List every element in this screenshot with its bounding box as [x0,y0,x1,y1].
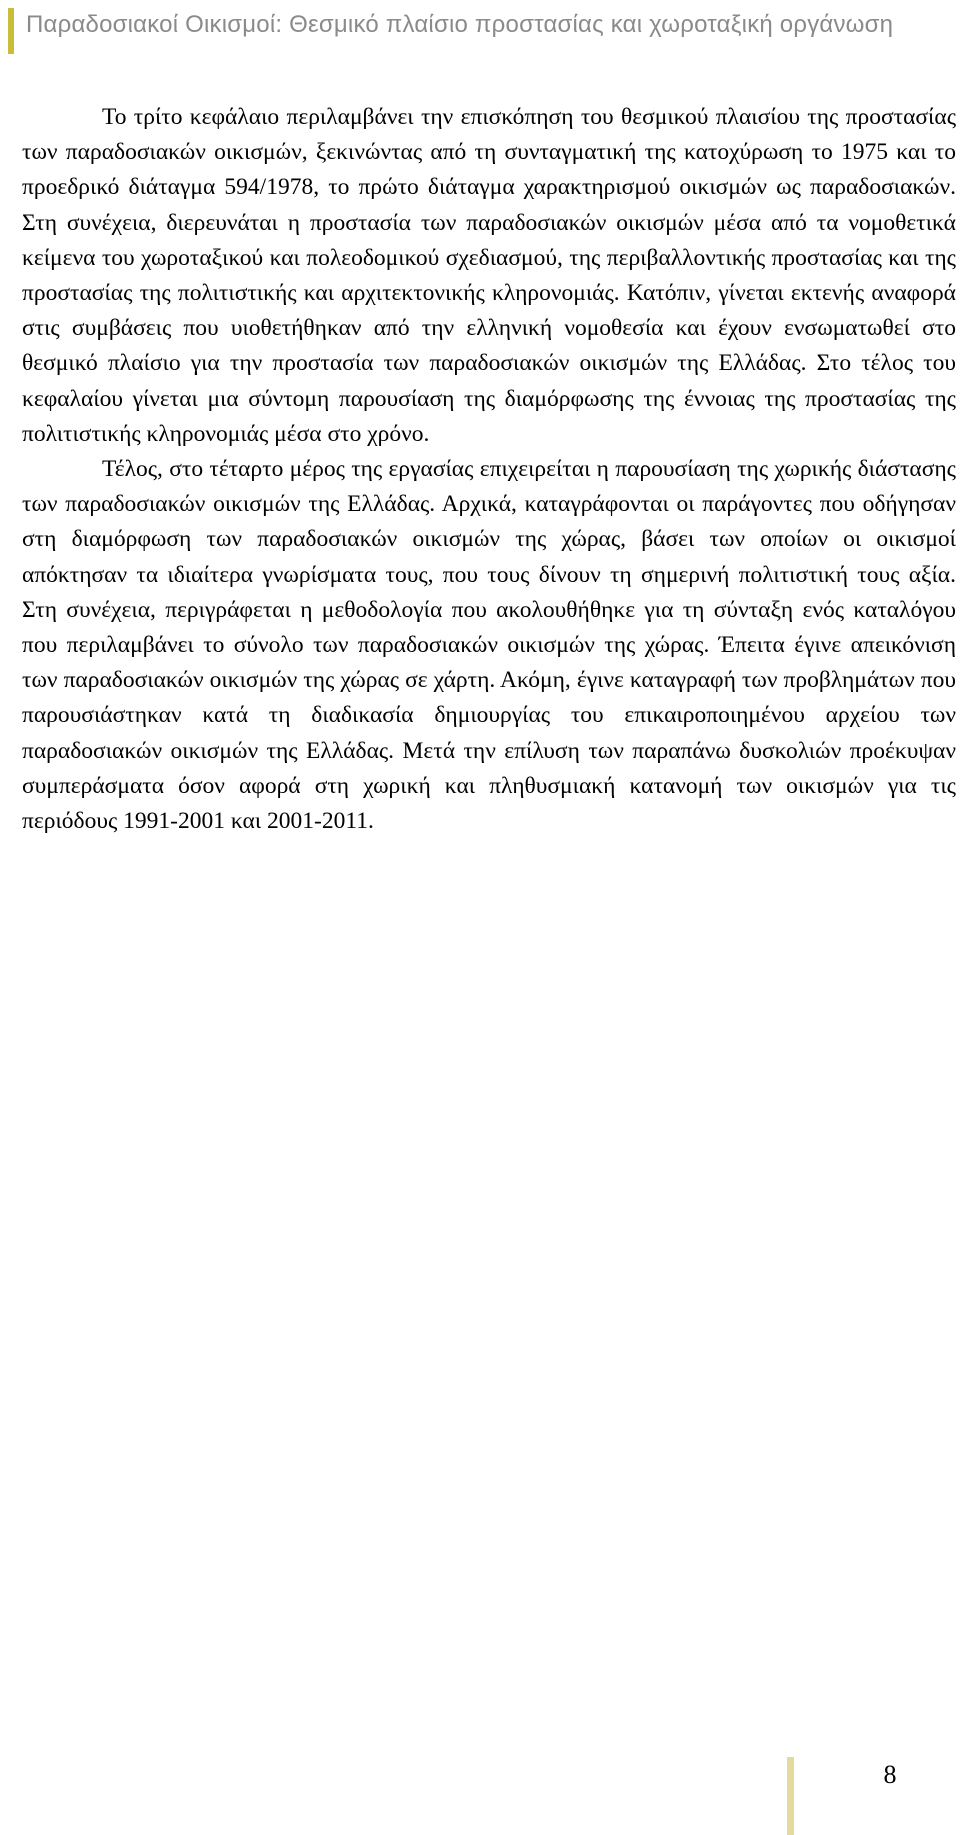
running-header [8,8,893,54]
page-number-accent-bar [787,1757,794,1835]
header-title: Παραδοσιακοί Οικισμοί: Θεσμικό πλαίσιο προστασίας και χωροταξική οργάνωση [26,11,894,38]
page-number: 8 [883,1760,897,1789]
body-text [22,100,956,839]
paragraph-chapter-three: Το τρίτο κεφάλαιο περιλαμβάνει την επισκόπηση του θεσμικού πλαισίου της προστασίας των παραδοσιακών οικισμών, ξεκινώντας από τη συνταγματική της κατοχύρωση το 1975 και το προεδρικό διάταγμα 594/1978, το πρώτο διάταγμα χαρακτηρισμού οικισμών ως παραδοσιακών. Στη συνέχεια, διερευνάται η προστασία των παραδοσιακών οικισμών μέσα από τα νομοθετικά κείμενα του χωροταξικού και πολεοδομικού σχεδιασμού, της περιβαλλοντικής προστασίας και της προστασίας της πολιτιστικής και αρχιτεκτονικής κληρονομιάς. Κατόπιν, γίνεται εκτενής αναφορά στις συμβάσεις που υιοθετήθηκαν από την ελληνική νομοθεσία και έχουν ενσωματωθεί στο θεσμικό πλαίσιο για την προστασία των παραδοσιακών οικισμών της Ελλάδας. Στο τέλος του κεφαλαίου γίνεται μια σύντομη παρουσίαση της διαμόρφωσης της έννοιας της προστασίας της πολιτιστικής κληρονομιάς μέσα στο χρόνο. [22,104,956,447]
paragraph-part-four: Τέλος, στο τέταρτο μέρος της εργασίας επιχειρείται η παρουσίαση της χωρικής διάστασης των παραδοσιακών οικισμών της Ελλάδας. Αρχικά, καταγράφονται οι παράγοντες που οδήγησαν στη διαμόρφωση των παραδοσιακών οικισμών της χώρας, βάσει των οποίων οι οικισμοί απόκτησαν τα ιδιαίτερα γνωρίσματα τους, που τους δίνουν τη σημερινή πολιτιστική τους αξία. Στη συνέχεια, περιγράφεται η μεθοδολογία που ακολουθήθηκε για τη σύνταξη ενός καταλόγου που περιλαμβάνει το σύνολο των παραδοσιακών οικισμών της χώρας. Έπειτα έγινε απεικόνιση των παραδοσιακών οικισμών της χώρας σε χάρτη. Ακόμη, έγινε καταγραφή των προβλημάτων που παρουσιάστηκαν κατά τη διαδικασία δημιουργίας του επικαιροποιημένου αρχείου των παραδοσιακών οικισμών της Ελλάδας. Μετά την επίλυση των παραπάνω δυσκολιών προέκυψαν συμπεράσματα όσον αφορά στη χωρική και πληθυσμιακή κατανομή των οικισμών για τις περιόδους 1991-2001 και 2001-2011. [22,456,956,835]
